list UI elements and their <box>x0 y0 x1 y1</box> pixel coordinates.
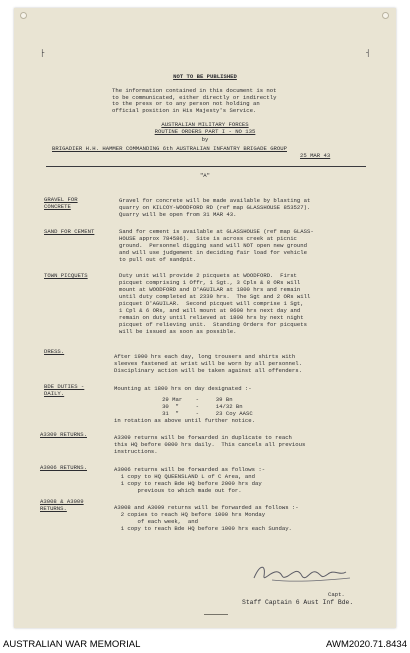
section-body-line: ground. Personnel digging sand will NOT open new ground <box>119 242 307 249</box>
header-divider <box>46 166 366 167</box>
notice-line: official position in His Majesty's Service. <box>112 106 257 114</box>
section-heading-gravel: GRAVEL FOR <box>44 196 78 203</box>
section-body-line: this HQ before 0800 hrs daily. This cancels all previous <box>114 441 306 448</box>
signature-rank: Capt. <box>328 591 345 598</box>
duty-roster-row: 31 " - 23 Coy AASC <box>152 410 253 417</box>
signature-title: Staff Captain 6 Aust Inf Bde. <box>242 599 354 606</box>
footer-accession-id: AWM2020.71.8434 <box>326 639 407 650</box>
section-body-line: sleeves fastened at wrist will be worn by all personnel. <box>114 360 302 367</box>
margin-stroke <box>204 614 228 615</box>
section-body-line: Disciplinary action will be taken against all offenders. <box>114 367 302 374</box>
order-date: 25 MAR 43 <box>300 152 331 159</box>
duty-roster-row: 30 " - 14/32 Bn <box>152 403 243 410</box>
section-heading-a3309: A3309 RETURNS. <box>40 431 87 438</box>
orders-heading: ROUTINE ORDERS PART I - NO 135 <box>154 128 256 135</box>
section-body-line: 1 copy to HQ QUEENSLAND L of C Area, and <box>114 473 255 480</box>
handwritten-signature <box>250 560 360 586</box>
section-body-line: A3008 and A3009 returns will be forwarded as follows :- <box>114 504 299 511</box>
section-body-line: previous to which made out for. <box>114 487 242 494</box>
section-body-line: A3309 returns will be forwarded in duplicate to reach <box>114 434 292 441</box>
section-body-line: Duty unit will provide 2 picquets at WOODFORD. First <box>119 272 297 279</box>
section-heading-picquets: TOWN PICQUETS <box>44 272 88 279</box>
section-body-line: until duty completed at 2330 hrs. The Sgt and 2 ORs will <box>119 293 311 300</box>
section-heading-gravel: CONCRETE <box>44 203 71 210</box>
punch-hole <box>382 12 389 19</box>
notice-line: The information contained in this document is not <box>112 87 277 94</box>
section-body-line: Gravel for concrete will be made available by blasting at <box>119 197 311 204</box>
notice-line: to be communicated, either directly or indirectly <box>112 93 277 101</box>
section-heading-a3008: RETURNS. <box>40 505 67 512</box>
section-heading-a3008: A3008 & A3009 <box>40 498 84 505</box>
punch-hole <box>20 12 27 19</box>
section-body-line: picquet comprising 1 Offr, 1 Sgt., 3 Cpls & 8 ORs will <box>119 279 301 286</box>
margin-mark-icon: ├ <box>40 50 45 58</box>
forces-heading: AUSTRALIAN MILITARY FORCES <box>161 121 249 128</box>
section-body-line: A3006 returns will be forwarded as follows :- <box>114 466 266 473</box>
section-body-line: will be issued as soon as possible. <box>119 328 237 335</box>
section-body-line: to pull out of sandpit. <box>119 256 197 263</box>
section-body-line: 1 copy to reach Bde HQ before 1000 hrs each Sunday. <box>114 525 292 532</box>
margin-mark-icon: ┤ <box>366 50 371 58</box>
notice-line: to the press or to any person not holding an <box>112 100 260 107</box>
section-heading-duties: DAILY. <box>44 390 65 397</box>
section-body-line: instructions. <box>114 448 158 455</box>
section-body-line: in rotation as above until further notice. <box>114 417 255 424</box>
by-line: by <box>201 136 209 143</box>
duty-roster-row: 29 Mar - 39 Bn <box>152 396 233 403</box>
section-body-line: and will use judgement in deciding fair load for vehicle <box>119 249 307 256</box>
footer-source: AUSTRALIAN WAR MEMORIAL <box>3 639 141 650</box>
section-heading-sand: SAND FOR CEMENT <box>44 228 95 235</box>
footer-bar <box>0 636 410 653</box>
section-body-line: quarry on KILCOY-WOODFORD RD (ref map GLASSHOUSE 853527). <box>119 204 311 211</box>
section-body-line: of each week, and <box>114 518 198 525</box>
section-marker: "A" <box>199 172 211 179</box>
document-page <box>14 8 396 628</box>
section-body-line: Mounting at 1800 hrs on day designated :- <box>114 385 252 392</box>
section-body-line: Quarry will be open from 31 MAR 43. <box>119 211 237 218</box>
section-heading-duties: BDE DUTIES - <box>44 383 85 390</box>
section-body-line: After 1900 hrs each day, long trousers and shirts with <box>114 353 296 360</box>
issuer-line: BRIGADIER H.H. HAMMER COMMANDING 6th AUSTRALIAN INFANTRY BRIGADE GROUP <box>52 145 287 152</box>
section-body-line: remain on duty until relieved at 1800 hrs by next night <box>119 314 304 321</box>
section-body-line: picquet D'AGUILAR. Second picquet will comprise 1 Sgt, <box>119 300 304 307</box>
section-body-line: 1 copy to reach Bde HQ before 2000 hrs day <box>114 480 262 487</box>
document-title: NOT TO BE PUBLISHED <box>173 73 237 80</box>
section-body-line: mount at WOODFORD and D'AGUILAR at 1800 hrs and remain <box>119 286 301 293</box>
section-body-line: 2 copies to reach HQ before 1000 hrs Monday <box>114 511 266 518</box>
section-heading-dress: DRESS. <box>44 348 65 355</box>
section-body-line: HOUSE approx 784586). Site is across creek at picnic <box>119 235 297 242</box>
section-heading-a3006: A3006 RETURNS. <box>40 464 87 471</box>
section-body-line: Sand for cement is available at GLASSHOUSE (ref map GLASS- <box>119 228 314 235</box>
section-body-line: picquet of relieving unit. Standing Orders for picquets <box>119 321 307 328</box>
section-body-line: 1 Cpl & 6 ORs, and will mount at 0600 hrs next day and <box>119 307 301 314</box>
